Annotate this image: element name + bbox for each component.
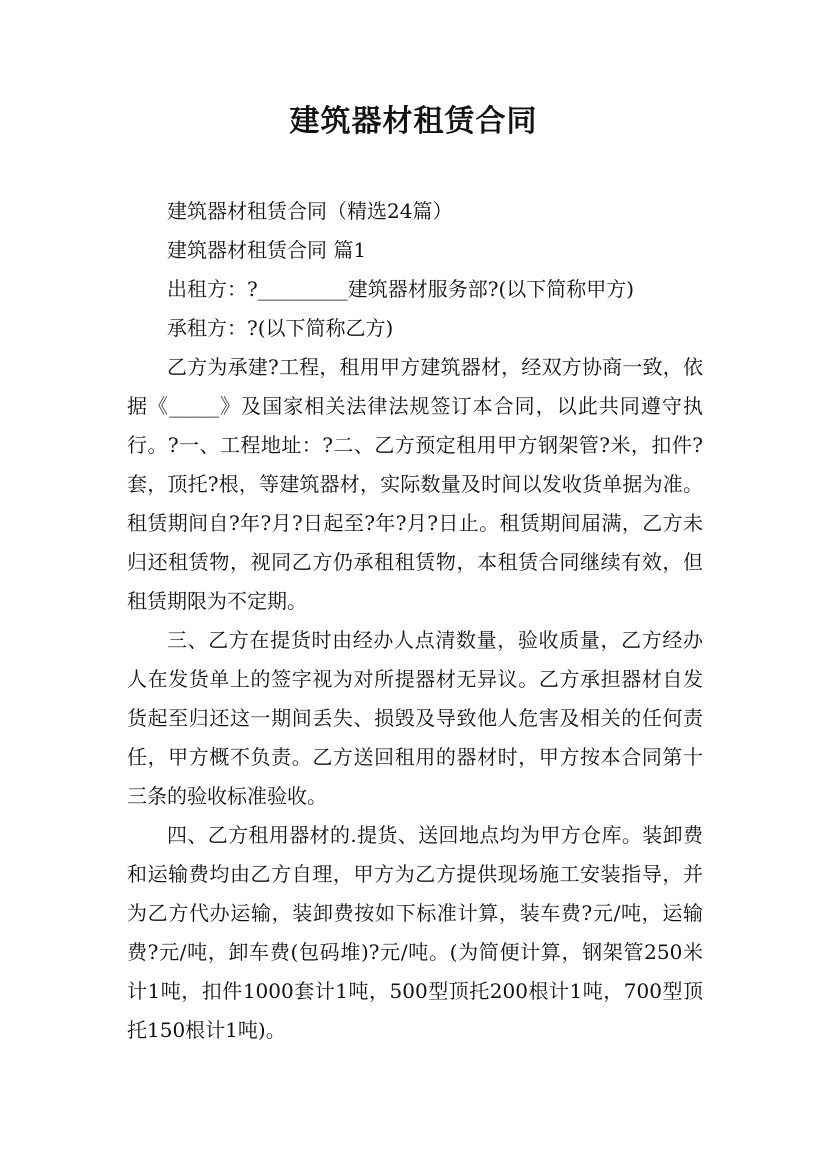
document-body [127,192,703,1050]
document-title: 建筑器材租赁合同 [289,104,538,139]
lessee-line: 承租方：?(以下简称乙方) [167,316,394,340]
lessor-line: 出租方：?_________建筑器材服务部?(以下简称甲方) [167,277,635,301]
body-paragraph: 三、乙方在提货时由经办人点清数量，验收质量，乙方经办人在发货单上的签字视为对所提器材无异议。乙方承担器材自发货起至归还这一期间丢失、损毁及导致他人危害及相关的任何责任，甲方概不负责。乙方送回租用的器材时，甲方按本合同第十三条的验收标准验收。 [127,628,703,808]
body-paragraph: 四、乙方租用器材的.提货、送回地点均为甲方仓库。装卸费和运输费均由乙方自理，甲方为乙方提供现场施工安装指导，并为乙方代办运输，装卸费按如下标准计算，装车费?元/吨，运输费?元/吨，卸车费(包码堆)?元/吨。(为简便计算，钢架管250米计1吨，扣件1000套计1吨，500型顶托200根计1吨，700型顶托150根计1吨)。 [127,823,703,1042]
section-heading: 建筑器材租赁合同 篇1 [167,238,367,262]
subtitle-paragraph: 建筑器材租赁合同（精选24篇） [167,199,453,223]
body-paragraph: 乙方为承建?工程，租用甲方建筑器材，经双方协商一致，依据《_____》及国家相关法律法规签订本合同，以此共同遵守执行。?一、工程地址：?二、乙方预定租用甲方钢架管?米，扣件?套，顶托?根，等建筑器材，实际数量及时间以发收货单据为准。租赁期间自?年?月?日起至?年?月?日止。租赁期间届满，乙方未归还租赁物，视同乙方仍承租租赁物，本租赁合同继续有效，但租赁期限为不定期。 [127,355,703,613]
